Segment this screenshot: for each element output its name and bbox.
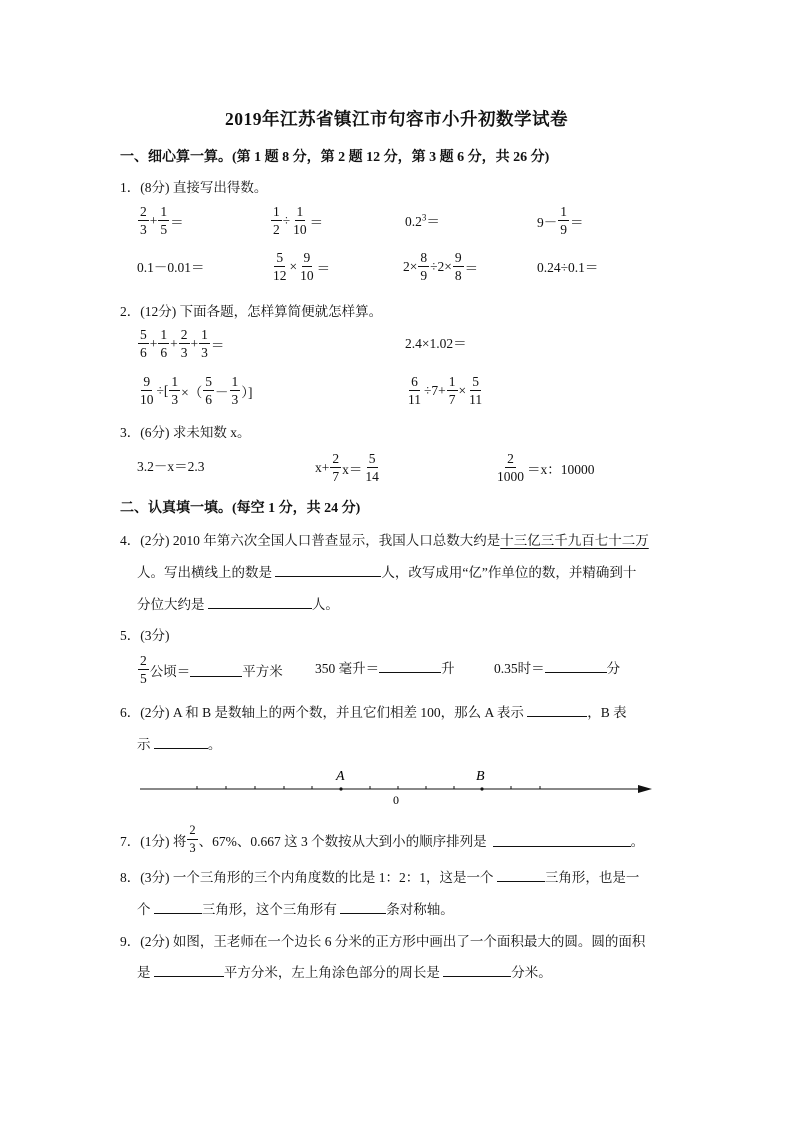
q8-line-1: 8．(3分) 一个三角形的三个内角度数的比是 1：2：1，这是一个 三角形，也是一: [120, 866, 639, 886]
q9-blank-1[interactable]: [154, 962, 224, 977]
q4-underlined-number: 十三亿三千九百七十二万: [500, 533, 649, 548]
q5-blank-2[interactable]: [379, 658, 441, 673]
point-a: [339, 787, 342, 790]
q6-line-2: 示 。: [137, 733, 221, 753]
q3-c: $\frac{2}{1000}$ ＝x：10000: [497, 451, 595, 484]
q2-b: 2.4×1.02＝: [405, 336, 467, 351]
q5-blank-3[interactable]: [545, 658, 607, 673]
q2-a: $\frac{5}{6}$ + $\frac{1}{6}$ + $\frac{2}{3}$ + $\frac{1}{3}$ ＝: [140, 327, 225, 360]
q5-label: 5．(3分): [120, 628, 170, 643]
q2-c: $\frac{9}{10}$ ÷[ $\frac{1}{3}$ ×（ $\frac{5}{6}$ － $\frac{1}{3}$ ）]: [140, 374, 253, 407]
q2-label: 2．(12分) 下面各题，怎样算简便就怎样算。: [120, 304, 383, 319]
q1-r1-d: 9－ $\frac{1}{9}$ ＝: [537, 204, 584, 237]
q1-r1-a: $\frac{2}{3}$ + $\frac{1}{5}$ ＝: [140, 204, 184, 237]
q8-blank-3[interactable]: [340, 899, 386, 914]
q6-line-1: 6．(2分) A 和 B 是数轴上的两个数，并且它们相差 100，那么 A 表示 ，B 表: [120, 701, 627, 721]
label-b: B: [476, 769, 485, 784]
q5-blank-1[interactable]: [190, 662, 242, 677]
q8-line-2: 个 三角形，这个三角形有 条对称轴。: [137, 898, 454, 918]
q3-a: 3.2－x＝2.3: [137, 459, 205, 474]
q4-line-2: 人。写出横线上的数是 人，改写成用“亿”作单位的数，并精确到十: [137, 561, 636, 581]
number-line-arrow: [638, 785, 652, 793]
q9-line-1: 9．(2分) 如图，王老师在一个边长 6 分米的正方形中画出了一个面积最大的圆。圆的面积: [120, 934, 646, 949]
q9-blank-2[interactable]: [443, 962, 511, 977]
q4-blank-1[interactable]: [275, 562, 381, 577]
q8-blank-1[interactable]: [497, 867, 545, 882]
number-line: [130, 762, 670, 808]
point-b: [480, 787, 483, 790]
q6-blank-1[interactable]: [527, 702, 587, 717]
q5-b: 350 毫升＝ 升: [315, 657, 455, 677]
label-zero: 0: [393, 793, 399, 807]
q2-d: $\frac{6}{11}$ ÷7+ $\frac{1}{7}$ × $\frac{5}{11}$: [408, 374, 483, 407]
q3-b: x+ $\frac{2}{7}$ x＝ $\frac{5}{14}$: [315, 451, 379, 484]
q1-label: 1．(8分) 直接写出得数。: [120, 180, 268, 195]
q4-line-3: 分位大约是 人。: [137, 593, 339, 613]
q7: 7．(1分) 将 $\frac{2}{3}$ 、67%、0.667 这 3 个数按从大到小的顺序排列是 。: [120, 823, 645, 855]
q7-blank[interactable]: [493, 832, 631, 847]
q1-r2-b: $\frac{5}{12}$ × $\frac{9}{10}$ ＝: [273, 250, 331, 283]
q1-r2-d: 0.24÷0.1＝: [537, 260, 599, 275]
q1-r2-c: 2× $\frac{8}{9}$ ÷2× $\frac{9}{8}$ ＝: [403, 250, 479, 283]
q5-a: $\frac{2}{5}$ 公顷＝ 平方米: [140, 653, 283, 686]
label-a: A: [336, 769, 345, 784]
section-2-heading: 二、认真填一填。(每空 1 分，共 24 分): [120, 501, 361, 516]
q1-r1-b: $\frac{1}{2}$ ÷ $\frac{1}{10}$ ＝: [273, 204, 324, 237]
q9-line-2: 是 平方分米，左上角涂色部分的周长是 分米。: [137, 961, 552, 981]
q4-line-1: 4．(2分) 2010 年第六次全国人口普查显示，我国人口总数大约是十三亿三千九百七十二万: [120, 533, 649, 548]
q1-r1-c: $0.2^3=$: [405, 212, 440, 229]
q1-r2-a: 0.1－0.01＝: [137, 260, 205, 275]
q8-blank-2[interactable]: [154, 899, 202, 914]
q4-blank-2[interactable]: [208, 594, 312, 609]
page-title: 2019年江苏省镇江市句容市小升初数学试卷: [225, 109, 568, 129]
q5-c: 0.35时＝ 分: [494, 657, 620, 677]
q3-label: 3．(6分) 求未知数 x。: [120, 425, 251, 440]
q6-blank-2[interactable]: [154, 734, 208, 749]
section-1-heading: 一、细心算一算。(第 1 题 8 分，第 2 题 12 分，第 3 题 6 分，共 26 分): [120, 150, 550, 165]
